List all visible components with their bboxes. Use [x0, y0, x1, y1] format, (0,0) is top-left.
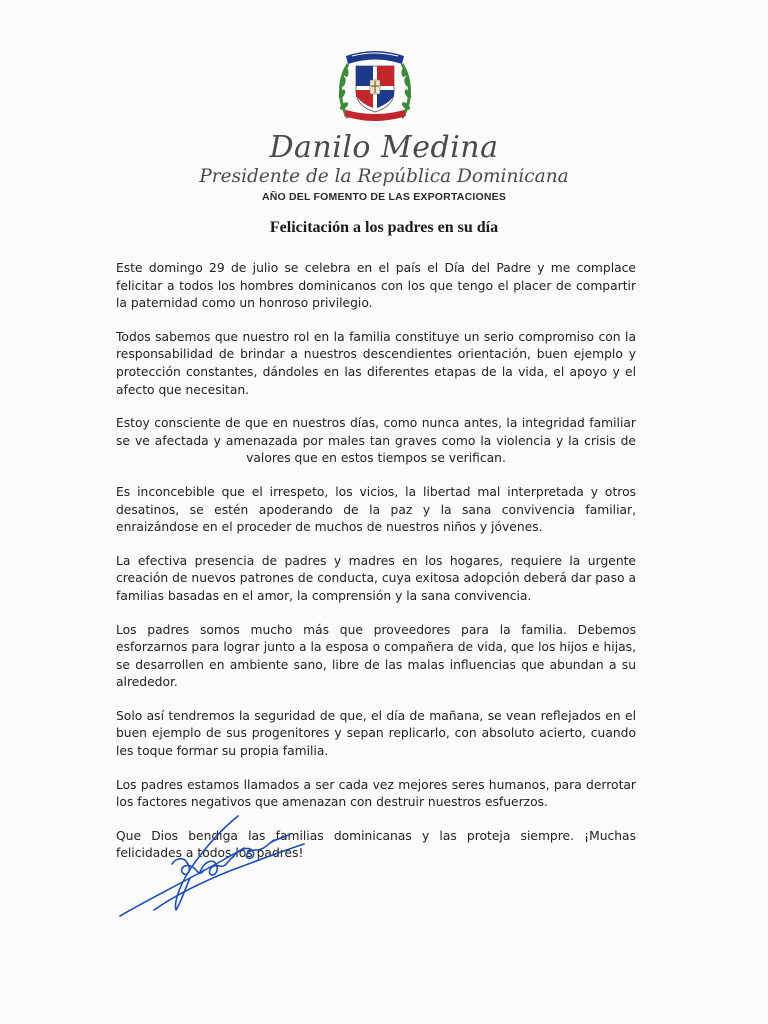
letter-body: [116, 260, 636, 879]
paragraph-6: Los padres somos mucho más que proveedores para la familia. Debemos esforzarnos para lograr junto a la esposa o compañera de vida, que los hijos e hijas, se desarrollen en ambiente sano, libre de las malas influencias que abundan a su alrededor.: [116, 622, 636, 690]
paragraph-8: Los padres estamos llamados a ser cada vez mejores seres humanos, para derrotar los factores negativos que amenazan con destruir nuestros esfuerzos.: [116, 777, 636, 810]
president-title: Presidente de la República Dominicana: [199, 166, 569, 187]
paragraph-4: Es inconcebible que el irrespeto, los vicios, la libertad mal interpretada y otros desatinos, se estén apoderando de la paz y la sana convivencia familiar, enraizándose en el proceder de muchos de nuestros niños y jóvenes.: [116, 484, 636, 535]
paragraph-2: Todos sabemos que nuestro rol en la familia constituye un serio compromiso con la responsabilidad de brindar a nuestros descendientes orientación, buen ejemplo y protección constantes, dándoles en las diferentes etapas de la vida, el apoyo y el afecto que necesitan.: [116, 329, 636, 397]
year-motto: AÑO DEL FOMENTO DE LAS EXPORTACIONES: [261, 191, 507, 203]
paragraph-9: Que Dios bendiga las familias dominicanas y las proteja siempre. ¡Muchas felicidades a todos los padres!: [116, 828, 636, 861]
letter-title: Felicitación a los padres en su día: [269, 219, 499, 236]
coat-of-arms-icon: [334, 44, 416, 128]
president-name: Danilo Medina: [269, 130, 499, 165]
paragraph-5: La efectiva presencia de padres y madres en los hogares, requiere la urgente creación de nuevos patrones de conducta, cuya exitosa adopción deberá dar paso a familias basadas en el amor, la comprensión y la sana convivencia.: [116, 553, 636, 603]
paragraph-7: Solo así tendremos la seguridad de que, el día de mañana, se vean reflejados en el buen ejemplo de sus progenitores y sepan replicarlo, con absoluto acierto, cuando les toque formar su propia familia.: [116, 708, 636, 759]
paragraph-1: Este domingo 29 de julio se celebra en el país el Día del Padre y me complace felicitar a todos los hombres dominicanos con los que tengo el placer de compartir la paternidad como un honroso privilegio.: [116, 261, 636, 311]
signature-icon: [114, 812, 314, 924]
paragraph-3: Estoy consciente de que en nuestros días, como nunca antes, la integridad familiar se ve afectada y amenazada por males tan graves como la violencia y la crisis de valores que en estos tiempos se verifican.: [116, 416, 636, 466]
